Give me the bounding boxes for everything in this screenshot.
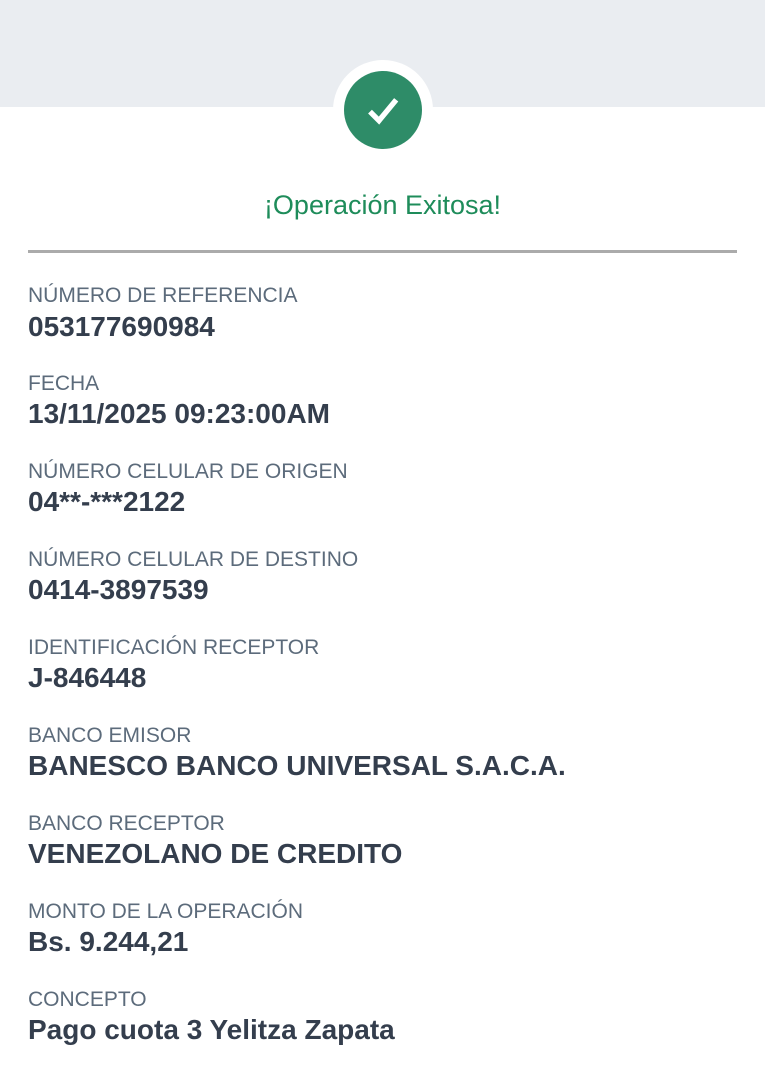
success-circle xyxy=(344,71,422,149)
field-date-value: 13/11/2025 09:23:00AM xyxy=(28,398,330,430)
field-receiver-bank-label: BANCO RECEPTOR xyxy=(28,812,225,836)
field-amount-label: MONTO DE LA OPERACIÓN xyxy=(28,899,303,923)
field-receiver-id xyxy=(28,636,737,694)
field-destination-phone xyxy=(28,548,737,606)
field-reference-number-label: NÚMERO DE REFERENCIA xyxy=(28,284,298,308)
field-concept-value: Pago cuota 3 Yelitza Zapata xyxy=(28,1014,395,1046)
field-concept xyxy=(28,988,737,1046)
check-icon xyxy=(359,86,407,134)
field-amount-value: Bs. 9.244,21 xyxy=(28,926,189,958)
field-date xyxy=(28,372,737,430)
field-receiver-id-label: IDENTIFICACIÓN RECEPTOR xyxy=(28,636,320,660)
field-receiver-bank xyxy=(28,812,737,870)
success-title: ¡Operación Exitosa! xyxy=(263,190,502,220)
field-sender-bank-label: BANCO EMISOR xyxy=(28,724,192,748)
field-reference-number xyxy=(28,284,737,342)
field-amount xyxy=(28,900,737,958)
header-band xyxy=(0,0,765,107)
field-origin-phone-label: NÚMERO CELULAR DE ORIGEN xyxy=(28,460,348,484)
field-sender-bank-value: BANESCO BANCO UNIVERSAL S.A.C.A. xyxy=(28,750,566,782)
divider xyxy=(28,250,737,253)
field-receiver-id-value: J-846448 xyxy=(28,662,147,694)
field-date-label: FECHA xyxy=(28,372,100,396)
field-origin-phone xyxy=(28,460,737,518)
field-concept-label: CONCEPTO xyxy=(28,987,147,1011)
field-receiver-bank-value: VENEZOLANO DE CREDITO xyxy=(28,838,403,870)
field-reference-number-value: 053177690984 xyxy=(28,310,215,342)
field-sender-bank xyxy=(28,724,737,782)
receipt-fields xyxy=(28,284,737,1045)
field-destination-phone-label: NÚMERO CELULAR DE DESTINO xyxy=(28,548,359,572)
success-badge xyxy=(333,60,433,160)
field-destination-phone-value: 0414-3897539 xyxy=(28,574,209,606)
field-origin-phone-value: 04**-***2122 xyxy=(28,486,186,518)
